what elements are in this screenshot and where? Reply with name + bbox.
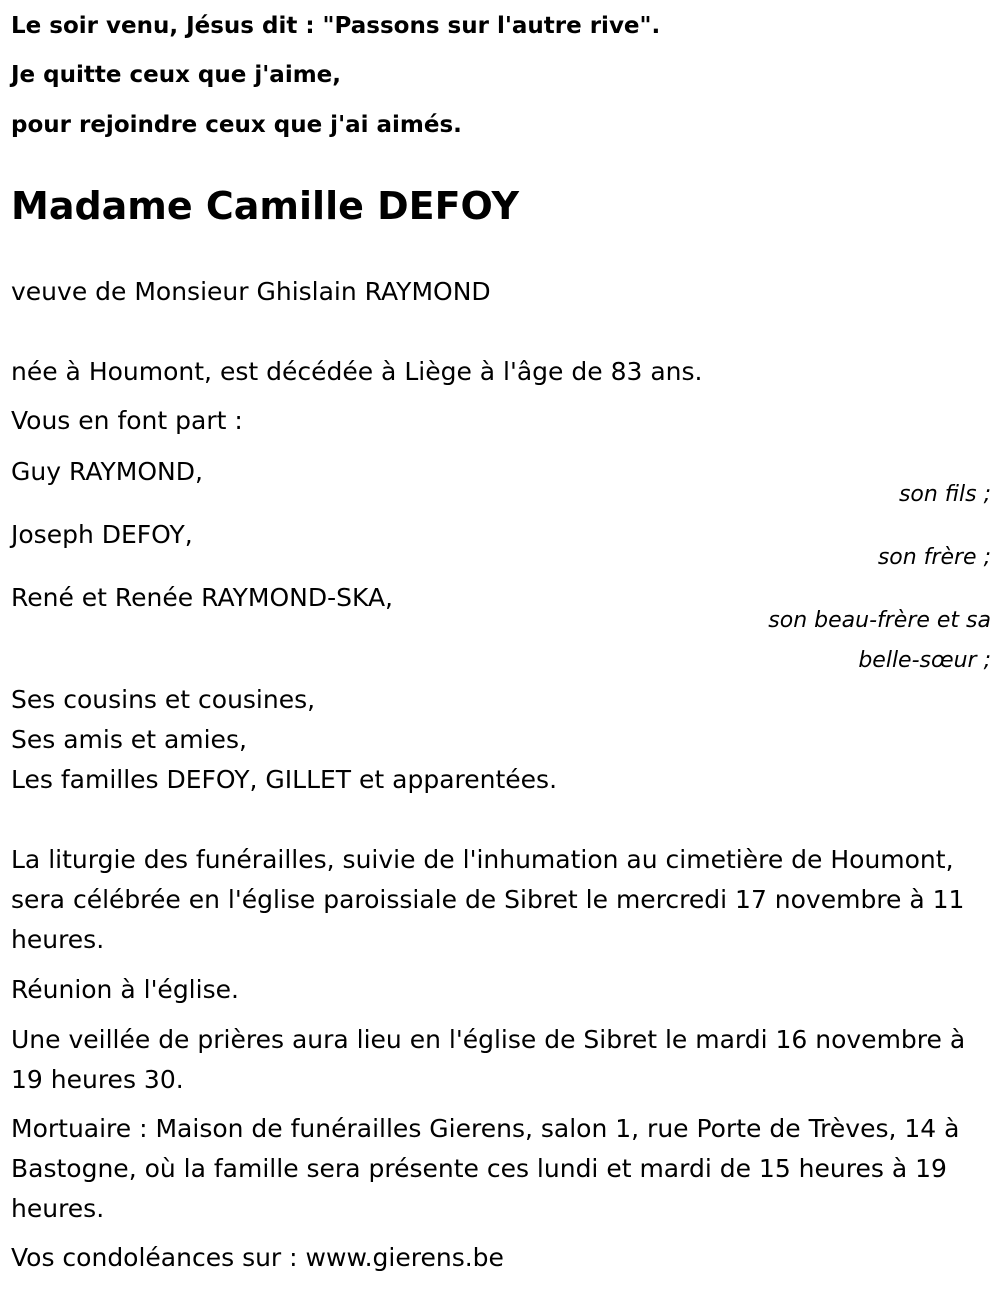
others-line-friends: Ses amis et amies,	[11, 725, 247, 754]
mortuary-paragraph: Mortuaire : Maison de funérailles Gierens, salon 1, rue Porte de Trèves, 14 à Bastogne, où la famille sera présente ces lundi et mardi de 15 heures à 19 heures.	[11, 1114, 960, 1223]
others-line-cousins: Ses cousins et cousines,	[11, 685, 316, 714]
condolences-label: Vos condoléances sur :	[11, 1243, 298, 1272]
family-member-name: Joseph DEFOY,	[11, 520, 193, 549]
vigil-paragraph: Une veillée de prières aura lieu en l'église de Sibret le mardi 16 novembre à 19 heures 30.	[11, 1025, 966, 1094]
announcement-intro: Vous en font part :	[11, 406, 243, 435]
meeting-line: Réunion à l'église.	[11, 975, 239, 1004]
verse-line-2: Je quitte ceux que j'aime,	[11, 62, 342, 88]
family-member-relation-line-1: son beau-frère et sa	[768, 608, 991, 633]
deceased-name: Madame Camille DEFOY	[11, 184, 520, 228]
birth-death-line: née à Houmont, est décédée à Liège à l'âge de 83 ans.	[11, 357, 703, 386]
verse-line-1: Le soir venu, Jésus dit : "Passons sur l'autre rive".	[11, 13, 661, 39]
family-member-name: Guy RAYMOND,	[11, 457, 203, 486]
family-member-relation: son fils ;	[898, 482, 991, 507]
others-line-families: Les familles DEFOY, GILLET et apparentées.	[11, 765, 558, 794]
condolences-link[interactable]: www.gierens.be	[305, 1243, 504, 1272]
verse-line-3: pour rejoindre ceux que j'ai aimés.	[11, 112, 462, 138]
family-member-name: René et Renée RAYMOND-SKA,	[11, 583, 393, 612]
family-member-relation-line-2: belle-sœur ;	[858, 648, 991, 673]
condolences-line	[11, 1238, 504, 1278]
family-member-relation: son frère ;	[877, 545, 991, 570]
spouse-line: veuve de Monsieur Ghislain RAYMOND	[11, 277, 491, 306]
liturgy-paragraph: La liturgie des funérailles, suivie de l'inhumation au cimetière de Houmont, sera célébrée en l'église paroissiale de Sibret le mercredi 17 novembre à 11 heures.	[11, 845, 965, 954]
